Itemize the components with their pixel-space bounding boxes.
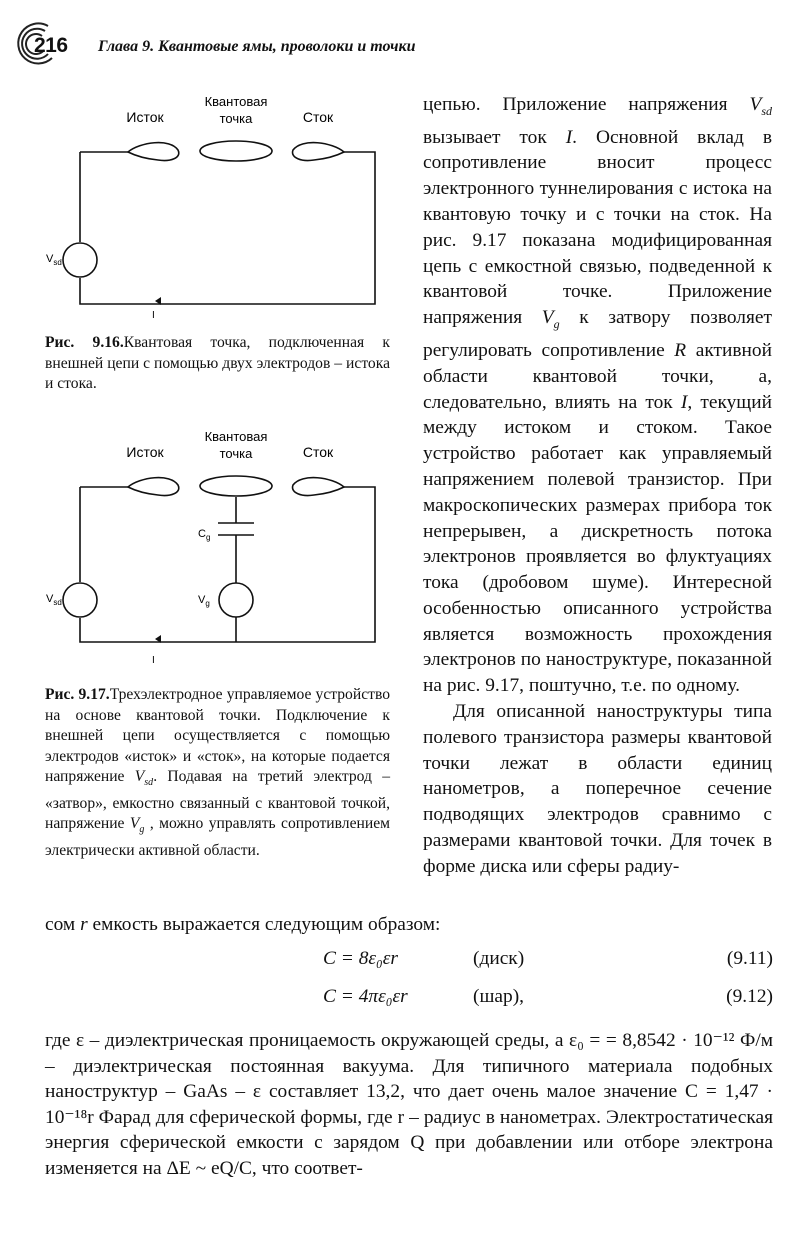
drain-label: Сток [302, 109, 334, 125]
equation-note: (шар), [473, 986, 524, 1007]
current-label: I [152, 655, 155, 666]
chapter-title: Глава 9. Квантовые ямы, проволоки и точки [98, 38, 416, 55]
right-column-text [423, 92, 772, 880]
qd-label-1: Квантовая [204, 94, 268, 109]
figure-9-17-caption: Рис. 9.17.Трехэлектродное управляемое устройство на основе квантовой точки. Подключение к внешней цепи осуществляется с помощью электродов «исток» и «сток», на которые подается напряжение $V_{sd}$. Подавая на третий электрод – «затвор», емкостно связанный с квантовой точкой, напряжение $V_g$ , можно управлять сопротивлением электрически активной области. [45, 686, 391, 859]
outer-wire [80, 487, 375, 642]
outer-wire [80, 152, 375, 304]
page-number: 216 [34, 34, 68, 57]
drain-electrode [293, 143, 344, 161]
vsd-label: $V_{sd}$ [46, 593, 62, 607]
qd-label-2: точка [219, 446, 253, 461]
current-label: I [152, 310, 155, 320]
vsd-label: $V_{sd}$ [46, 253, 62, 267]
equation-tag: (9.11) [726, 948, 773, 969]
figure-9-16-circuit [40, 90, 400, 320]
source-electrode [128, 143, 179, 161]
qd-label-1: Квантовая [204, 429, 268, 444]
source-label: Исток [126, 109, 164, 125]
quantum-dot [200, 141, 272, 161]
source-label: Исток [126, 444, 164, 460]
vg-source [219, 583, 253, 617]
drain-label: Сток [302, 444, 334, 460]
equation-formula: C = 8ε₀εr [323, 948, 398, 969]
paragraph-tail: сом r емкость выражается следующим образом: [45, 914, 441, 935]
paragraph-1: цепью. Приложение напряжения $V_{sd}$ вызывает ток I. Основной вклад в сопротивление вносит процесс электронного туннелирования с истока на квантовую точку и с точки на сток. На рис. 9.17 показана модифицированная цепь с емкостной связью, подведенной к квантовой точке. Приложение напряжения $V_g$ к затвору позволяет регулировать сопротивление R активной области квантовой точки, а, следовательно, влиять на ток I, текущий между истоком и стоком. Такое устройство работает как управляемый напряжением полевой транзистор. При макроскопических размерах прибора ток непрерывен, а дискретность потока электронов проявляется во флуктуациях тока (дробовом шуме). Интересной особенностью описанного устройства является возможность прохождения электронов по наноструктуре, показанной на рис. 9.17, поштучно, т.е. по одному. [423, 94, 772, 697]
source-electrode [128, 478, 179, 496]
qd-label-2: точка [219, 111, 253, 126]
equation-9-11 [45, 948, 773, 974]
vg-label: $V_g$ [198, 594, 210, 608]
equation-9-12 [45, 986, 773, 1012]
paragraph-after-equations: где ε – диэлектрическая проницаемость окружающей среды, а ε₀ = = 8,8542 · 10⁻¹² Ф/м – диэлектрическая постоянная вакуума. Для типичного материала подобных наноструктур – GaAs – ε составляет 13,2, что дает очень малое значение C = 1,47 · 10⁻¹⁸r Фарад для сферической формы, где r – радиус в нанометрах. Электростатическая энергия сферической емкости с зарядом Q при добавлении или отборе электрона изменяется на ΔE ~ eQ/C, что соответ- [45, 1030, 773, 1179]
gate-capacitor [218, 497, 254, 642]
equation-formula: C = 4πε₀εr [323, 986, 408, 1007]
drain-electrode [293, 478, 344, 496]
cg-label: $C_g$ [198, 528, 211, 542]
figure-9-17-circuit [40, 425, 400, 670]
paragraph-2: Для описанной наноструктуры типа полевого транзистора размеры квантовой точки лежат в области единиц нанометров, а поперечное сечение подводящих электродов сравнимо с размерами квантовой точки. Для точек в форме диска или сферы радиу- [423, 701, 772, 877]
equation-tag: (9.12) [726, 986, 773, 1007]
quantum-dot [200, 476, 272, 496]
figure-9-16-caption: Рис. 9.16.Квантовая точка, подключенная к внешней цепи с помощью двух электродов – истока и стока. [45, 334, 390, 392]
equation-note: (диск) [473, 948, 525, 969]
vsd-source [63, 243, 97, 277]
vsd-source [63, 583, 97, 617]
